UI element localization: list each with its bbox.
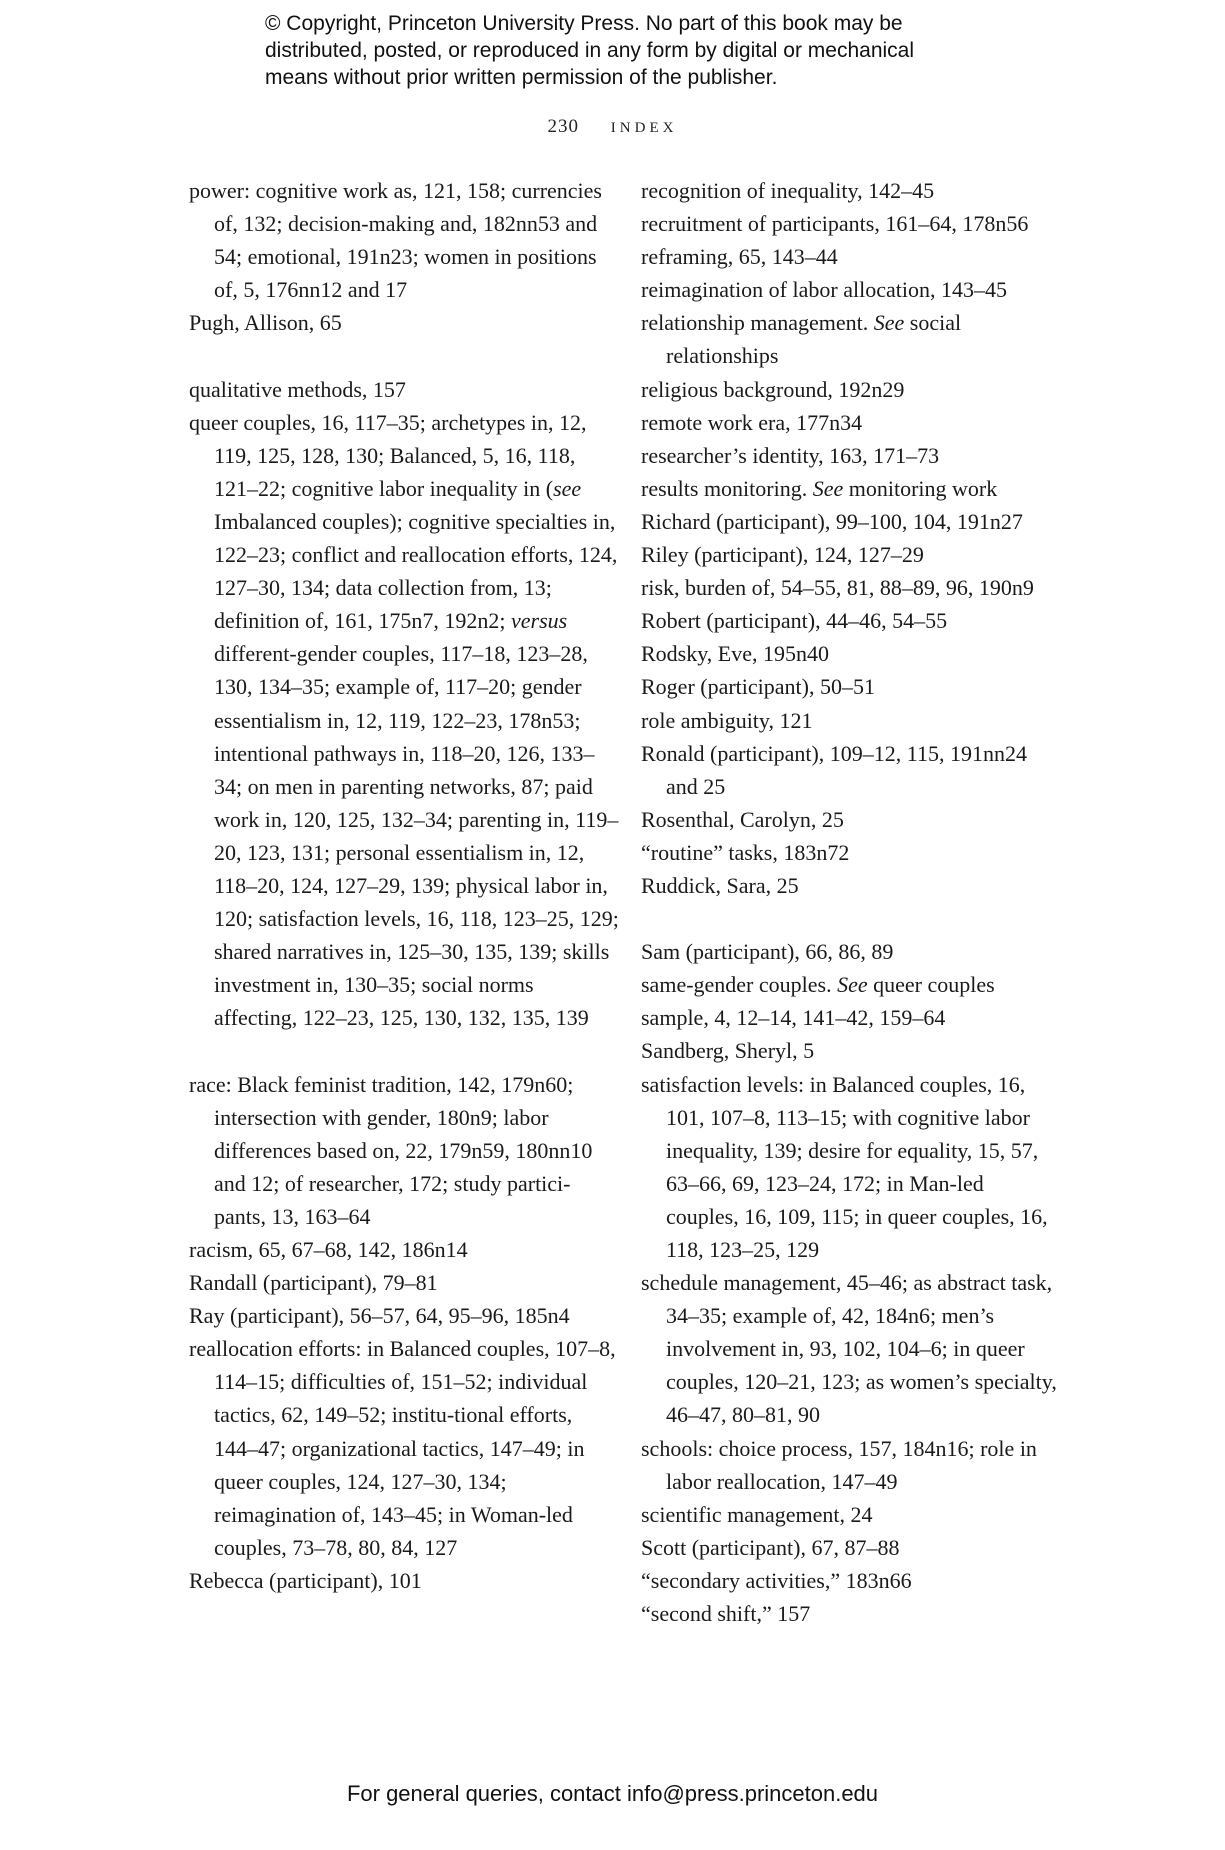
index-entry: Ronald (participant), 109–12, 115, 191nn24 and 25 (641, 740, 1027, 799)
index-entry: sample, 4, 12–14, 141–42, 159–64 (641, 1005, 946, 1031)
index-entry: Ruddick, Sara, 25 (641, 872, 799, 898)
index-column-right (641, 174, 1061, 1630)
index-entry: power: cognitive work as, 121, 158; currencies of, 132; decision-making and, 182nn53 and 54; emotional, 191n23; women in positions of, 5, 176nn12 and 17 (189, 178, 602, 303)
contact-footer: For general queries, contact info@press.princeton.edu (346, 1781, 879, 1806)
index-entry: queer couples, 16, 117–35; archetypes in, 12, 119, 125, 128, 130; Balanced, 5, 16, 118, 121–22; cognitive labor inequality in (see Imbalanced couples); cognitive specialties in, 122–23; conflict and reallocation efforts, 124, 127–30, 134; data collection from, 13; definition of, 161, 175n7, 192n2; versus different-gender couples, 117–18, 123–28, 130, 134–35; example of, 117–20; gender essentialism in, 12, 119, 122–23, 178n53; intentional pathways in, 118–20, 126, 133–34; on men in parenting networks, 87; paid work in, 120, 125, 132–34; parenting in, 119–20, 123, 131; personal essentialism in, 12, 118–20, 124, 127–29, 139; physical labor in, 120; satisfaction levels, 16, 118, 123–25, 129; shared narratives in, 125–30, 135, 139; skills investment in, 130–35; social norms affecting, 122–23, 125, 130, 132, 135, 139 (189, 409, 619, 1031)
index-entry: race: Black feminist tradition, 142, 179n60; intersection with gender, 180n9; labor differences based on, 22, 179n59, 180nn10 and 12; of researcher, 172; study partici-pants, 13, 163–64 (189, 1071, 593, 1229)
index-entry: Roger (participant), 50–51 (641, 674, 875, 700)
index-entry: Riley (participant), 124, 127–29 (641, 542, 924, 568)
index-entry: reframing, 65, 143–44 (641, 244, 838, 270)
running-head (0, 113, 1225, 138)
index-column-left (189, 174, 619, 1597)
index-entry: relationship management. See social relationships (641, 310, 962, 369)
index-entry: “secondary activities,” 183n66 (641, 1567, 912, 1593)
index-entry: scientific management, 24 (641, 1501, 873, 1527)
index-entry: “routine” tasks, 183n72 (641, 839, 850, 865)
index-entry: results monitoring. See monitoring work (641, 475, 998, 501)
index-entry: racism, 65, 67–68, 142, 186n14 (189, 1237, 468, 1262)
index-entry: researcher’s identity, 163, 171–73 (641, 442, 940, 468)
page-number: 230 (547, 116, 580, 137)
index-entry: remote work era, 177n34 (641, 409, 863, 435)
copyright-line: distributed, posted, or reproduced in any form by digital or mechanical (265, 39, 915, 62)
index-entry: schools: choice process, 157, 184n16; role in labor reallocation, 147–49 (641, 1435, 1037, 1494)
index-entry: Richard (participant), 99–100, 104, 191n27 (641, 508, 1023, 534)
copyright-line: © Copyright, Princeton University Press. No part of this book may be (265, 12, 903, 35)
index-entry: Sandberg, Sheryl, 5 (641, 1038, 815, 1064)
index-entry: Scott (participant), 67, 87–88 (641, 1534, 900, 1560)
copyright-notice (265, 10, 1025, 91)
index-entry: Rebecca (participant), 101 (189, 1567, 422, 1593)
index-entry: risk, burden of, 54–55, 81, 88–89, 96, 190n9 (641, 575, 1034, 601)
copyright-line: means without prior written permission of the publisher. (265, 66, 778, 89)
index-entry: Rodsky, Eve, 195n40 (641, 641, 830, 667)
index-entry: recruitment of participants, 161–64, 178n56 (641, 211, 1029, 237)
index-entry: qualitative methods, 157 (189, 376, 406, 402)
index-entry: “second shift,” 157 (641, 1601, 811, 1627)
page-title: index (610, 113, 678, 137)
index-entry: Rosenthal, Carolyn, 25 (641, 806, 844, 832)
index-entry: reallocation efforts: in Balanced couples, 107–8, 114–15; difficulties of, 151–52; individual tactics, 62, 149–52; institu-tional efforts, 144–47; organizational tactics, 147–49; in queer couples, 124, 127–30, 134; reimagination of, 143–45; in Woman-led couples, 73–78, 80, 84, 127 (189, 1336, 616, 1560)
index-entry: schedule management, 45–46; as abstract task, 34–35; example of, 42, 184n6; men’s involvement in, 93, 102, 104–6; in queer couples, 120–21, 123; as women’s specialty, 46–47, 80–81, 90 (641, 1270, 1057, 1428)
index-entry: same-gender couples. See queer couples (641, 972, 995, 998)
index-entry: satisfaction levels: in Balanced couples, 16, 101, 107–8, 113–15; with cognitive labor inequality, 139; desire for equality, 15, 57, 63–66, 69, 123–24, 172; in Man-led couples, 16, 109, 115; in queer couples, 16, 118, 123–25, 129 (641, 1071, 1048, 1262)
index-entry: reimagination of labor allocation, 143–45 (641, 277, 1007, 303)
index-entry: Ray (participant), 56–57, 64, 95–96, 185n4 (189, 1303, 570, 1329)
index-entry: religious background, 192n29 (641, 376, 905, 402)
index-entry: Pugh, Allison, 65 (189, 310, 342, 336)
index-entry: role ambiguity, 121 (641, 707, 813, 733)
index-entry: Randall (participant), 79–81 (189, 1270, 438, 1296)
index-entry: recognition of inequality, 142–45 (641, 178, 935, 203)
index-entry: Sam (participant), 66, 86, 89 (641, 939, 894, 965)
index-entry: Robert (participant), 44–46, 54–55 (641, 608, 948, 634)
